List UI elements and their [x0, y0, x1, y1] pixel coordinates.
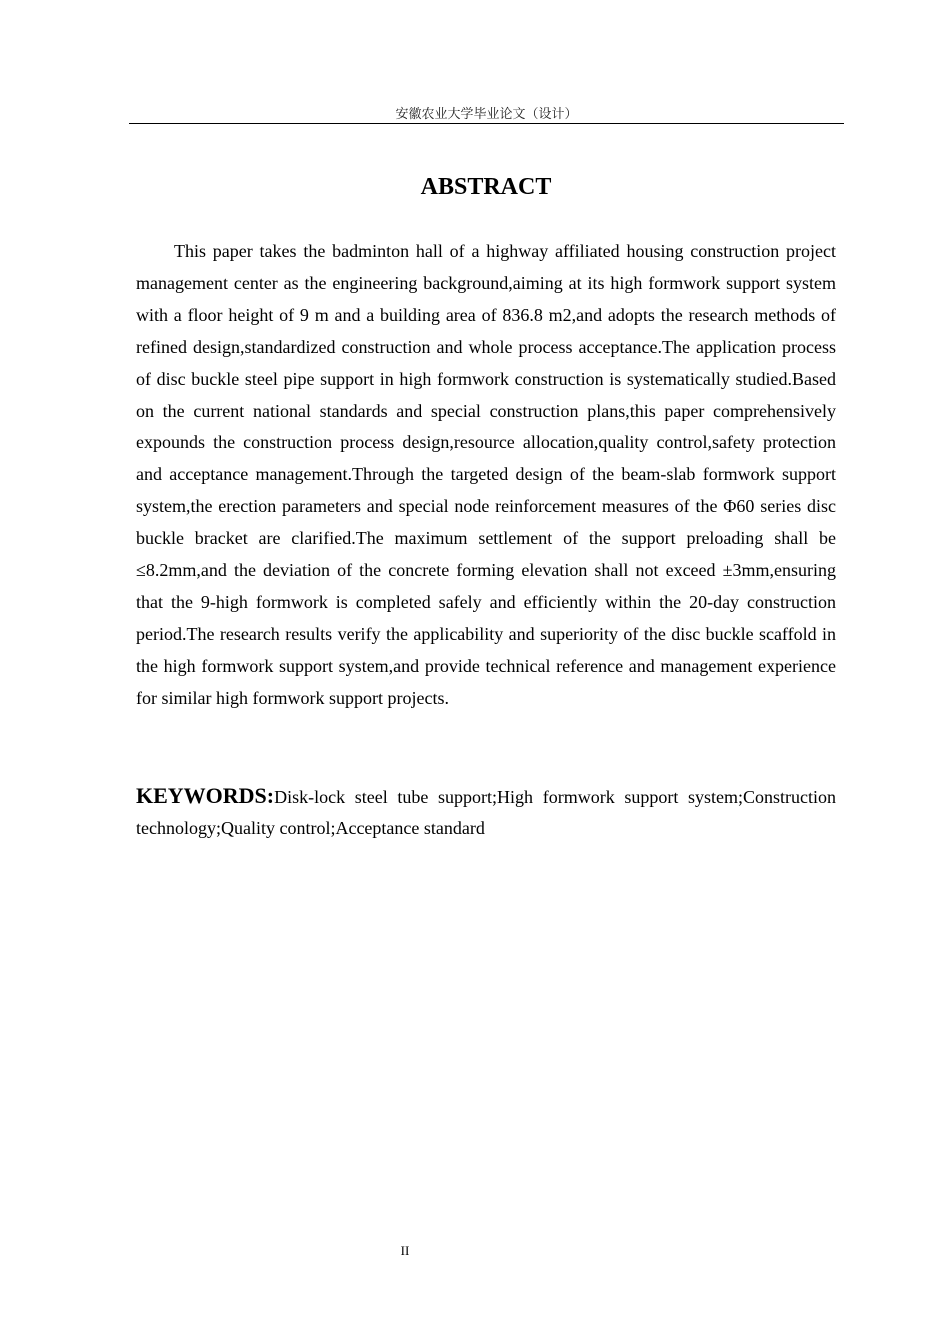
- keywords-text: Disk-lock steel tube support;High formwork support system;Construction technology;Quality control;Acceptance standard: [136, 787, 836, 838]
- abstract-body: This paper takes the badminton hall of a highway affiliated housing construction project management center as the engineering background,aiming at its high formwork support system with a floor height of 9 m and a building area of 836.8 m2,and adopts the research methods of refined design,standardized construction and whole process acceptance.The application process of disc buckle steel pipe support in high formwork construction is systematically studied.Based on the current national standards and special construction plans,this paper comprehensively expounds the construction process design,resource allocation,quality control,safety protection and acceptance management.Through the targeted design of the beam-slab formwork support system,the erection parameters and special node reinforcement measures of the Φ60 series disc buckle bracket are clarified.The maximum settlement of the support preloading shall be ≤8.2mm,and the deviation of the concrete forming elevation shall not exceed ±3mm,ensuring that the 9-high formwork is completed safely and efficiently within the 20-day construction period.The research results verify the applicability and superiority of the disc buckle scaffold in the high formwork support system,and provide technical reference and management experience for similar high formwork support projects.: [136, 241, 836, 708]
- page-number: II: [400, 1243, 410, 1258]
- header-rule: [129, 123, 844, 124]
- running-header: 安徽农业大学毕业论文（设计）: [395, 107, 578, 122]
- keywords-label: KEYWORDS:: [136, 783, 275, 808]
- keywords-paragraph: [136, 780, 836, 844]
- abstract-title: ABSTRACT: [420, 174, 552, 200]
